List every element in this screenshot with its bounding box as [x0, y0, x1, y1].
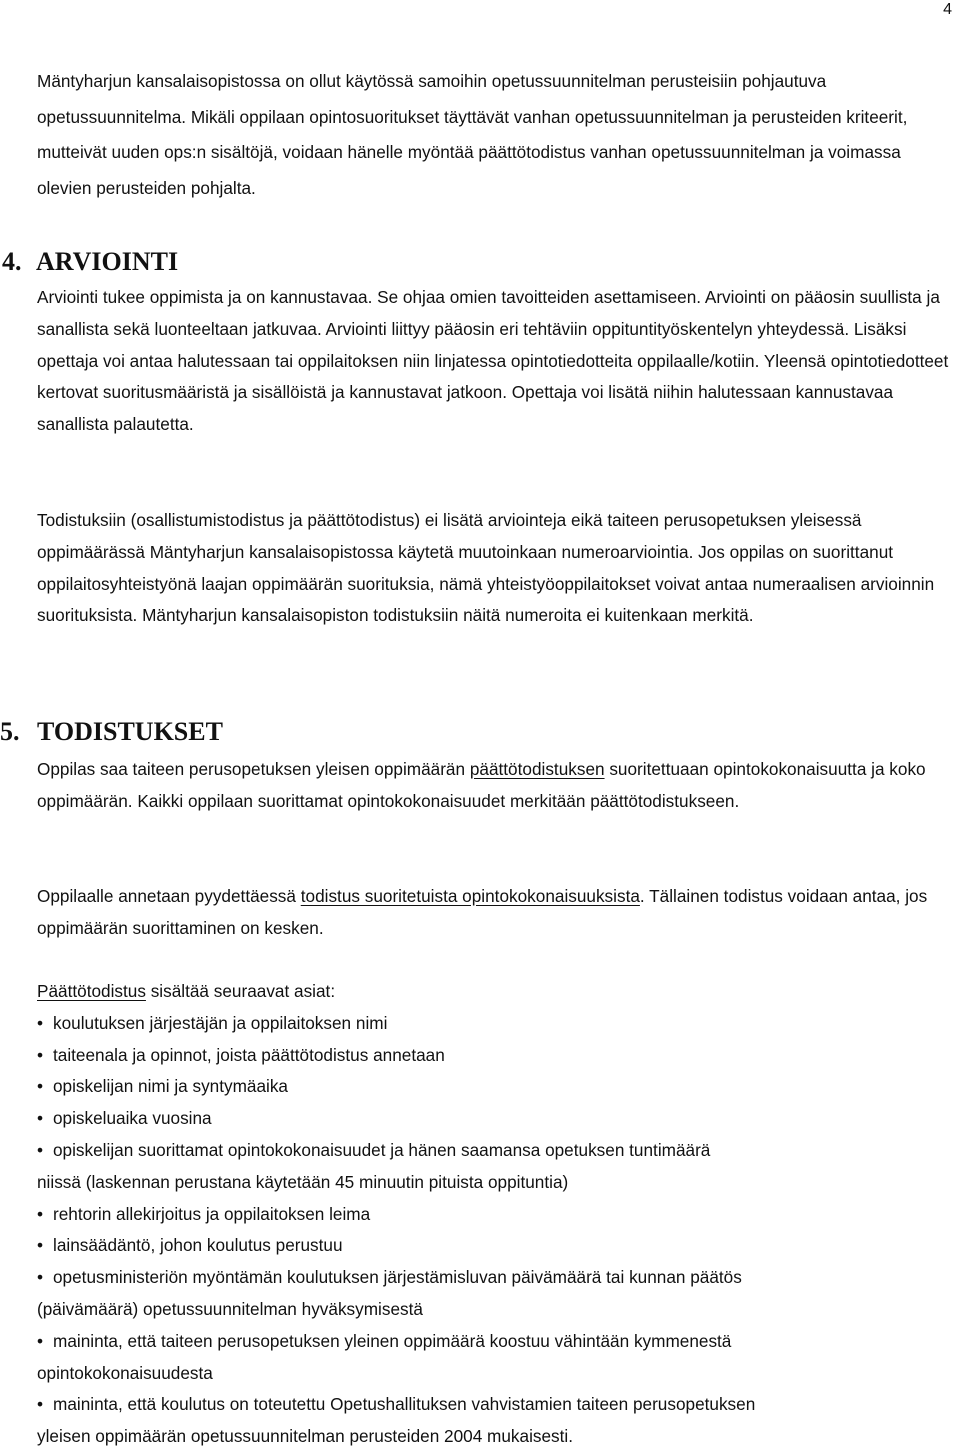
- paattotodistus-list: [37, 1008, 950, 1453]
- list-item: [37, 1199, 950, 1231]
- bullet-icon: •: [37, 1203, 44, 1224]
- section-5-title: TODISTUKSET: [37, 717, 223, 746]
- arviointi-paragraph-2: [37, 505, 950, 632]
- todistukset-paragraph-1: [37, 754, 950, 818]
- todistukset-text-2-start: Oppilaalle annetaan pyydettäessä: [37, 886, 301, 906]
- list-item-text: koulutuksen järjestäjän ja oppilaitoksen nimi: [53, 1012, 388, 1033]
- section-4-number: 4.: [2, 247, 22, 276]
- arviointi-paragraph-1: [37, 282, 950, 441]
- todistukset-paragraph-2: [37, 881, 950, 945]
- list-item-text: opiskeluaika vuosina: [53, 1108, 212, 1129]
- list-item-text: maininta, että koulutus on toteutettu Opetushallituksen vahvistamien taiteen perusopetuksen: [53, 1394, 756, 1415]
- page-number: 4: [943, 1, 952, 18]
- paattotodistus-link: päättötodistuksen: [469, 759, 605, 779]
- list-item-continuation: yleisen oppimäärän opetussuunnitelman perusteiden 2004 mukaisesti.: [37, 1426, 574, 1447]
- intro-text: Mäntyharjun kansalaisopistossa on ollut käytössä samoihin opetussuunnitelman perusteisiin pohjautuva opetussuunnitelma. Mikäli oppilaan opintosuoritukset täyttävät vanhan opetussuunnitelman ja perusteiden kriteerit, mutteivät uuden ops:n sisältöjä, voidaan hänelle myöntää päättötodistus vanhan opetussuunnitelman ja voimassa olevien perusteiden pohjalta.: [37, 71, 908, 198]
- list-item: [37, 1040, 950, 1072]
- todistus-opintokokonaisuuksista-link: todistus suoritetuista opintokokonaisuuksista: [300, 886, 640, 906]
- arviointi-text-2: Todistuksiin (osallistumistodistus ja päättötodistus) ei lisätä arviointeja eikä taiteen perusopetuksen yleisessä oppimäärässä Mäntyharjun kansalaisopistossa käytetä muutoinkaan numeroarviointia. Jos oppilas on suorittanut oppilaitosyhteistyönä laajan oppimäärän suorituksia, nämä yhteistyöoppilaitokset voivat antaa numeraalisen arvioinnin suorituksista. Mäntyharjun kansalaisopiston todistuksiin näitä numeroita ei kuitenkaan merkitä.: [37, 510, 935, 626]
- list-item-text: opetusministeriön myöntämän koulutuksen järjestämisluvan päivämäärä tai kunnan päätös: [53, 1267, 742, 1288]
- list-intro-text: sisältää seuraavat asiat:: [145, 981, 336, 1001]
- list-item-text: opiskelijan nimi ja syntymäaika: [53, 1076, 288, 1097]
- list-item: [37, 1103, 950, 1135]
- bullet-icon: •: [37, 1235, 44, 1256]
- todistukset-text-1: [37, 754, 950, 818]
- section-4-heading: [2, 246, 178, 278]
- todistukset-text-2-end: . Tällainen todistus voidaan antaa, jos oppimäärän suorittaminen on kesken.: [37, 886, 928, 938]
- todistukset-text-1-start: Oppilas saa taiteen perusopetuksen yleisen oppimäärän: [37, 759, 470, 779]
- bullet-icon: •: [37, 1044, 44, 1065]
- list-item: [37, 1135, 950, 1199]
- todistukset-text-2: [37, 881, 950, 945]
- list-item-continuation: opintokokonaisuudesta: [37, 1362, 213, 1383]
- todistukset-text-1-end: suoritettuaan opintokokonaisuutta ja koko oppimäärän. Kaikki oppilaan suorittamat opintokokonaisuudet merkitään päättötodistukseen.: [37, 759, 926, 811]
- bullet-icon: •: [37, 1012, 44, 1033]
- list-item: [37, 1326, 950, 1390]
- intro-paragraph: [37, 64, 950, 206]
- section-5-number: 5.: [0, 717, 20, 746]
- list-item: [37, 1230, 950, 1262]
- list-item: [37, 1262, 950, 1326]
- list-item-text: opiskelijan suorittamat opintokokonaisuudet ja hänen saamansa opetuksen tuntimäärä: [53, 1139, 711, 1160]
- list-item: [37, 1389, 950, 1453]
- list-intro: [37, 976, 950, 1008]
- bullet-icon: •: [37, 1108, 44, 1129]
- list-item-text: rehtorin allekirjoitus ja oppilaitoksen leima: [53, 1203, 371, 1224]
- list-intro-keyword: Päättötodistus: [37, 981, 146, 1001]
- list-item-text: lainsäädäntö, johon koulutus perustuu: [53, 1235, 343, 1256]
- bullet-icon: •: [37, 1139, 44, 1160]
- list-item: [37, 1008, 950, 1040]
- bullet-icon: •: [37, 1267, 44, 1288]
- list-item-continuation: (päivämäärä) opetussuunnitelman hyväksymisestä: [37, 1298, 423, 1319]
- list-item-continuation: niissä (laskennan perustana käytetään 45 minuutin pituista oppituntia): [37, 1171, 569, 1192]
- bullet-icon: •: [37, 1330, 44, 1351]
- bullet-icon: •: [37, 1394, 44, 1415]
- list-item: [37, 1071, 950, 1103]
- list-item-text: taiteenala ja opinnot, joista päättötodistus annetaan: [53, 1044, 445, 1065]
- section-5-heading: [0, 716, 223, 748]
- paattotodistus-contents: [37, 976, 950, 1453]
- arviointi-text-1: Arviointi tukee oppimista ja on kannustavaa. Se ohjaa omien tavoitteiden asettamiseen. Arviointi on pääosin suullista ja sanallista sekä luonteeltaan jatkuvaa. Arviointi liittyy pääosin eri tehtäviin oppituntityöskentelyn yhteydessä. Lisäksi opettaja voi antaa halutessaan tai oppilaitoksen niin linjatessa opintotiedotteita oppilaalle/kotiin. Yleensä opintotiedotteet kertovat suoritusmääristä ja sisällöistä ja kannustavat jatkoon. Opettaja voi lisätä niihin halutessaan kannustavaa sanallista palautetta.: [37, 287, 949, 435]
- list-item-text: maininta, että taiteen perusopetuksen yleinen oppimäärä koostuu vähintään kymmenestä: [53, 1330, 732, 1351]
- section-4-title: ARVIOINTI: [36, 247, 179, 276]
- bullet-icon: •: [37, 1076, 44, 1097]
